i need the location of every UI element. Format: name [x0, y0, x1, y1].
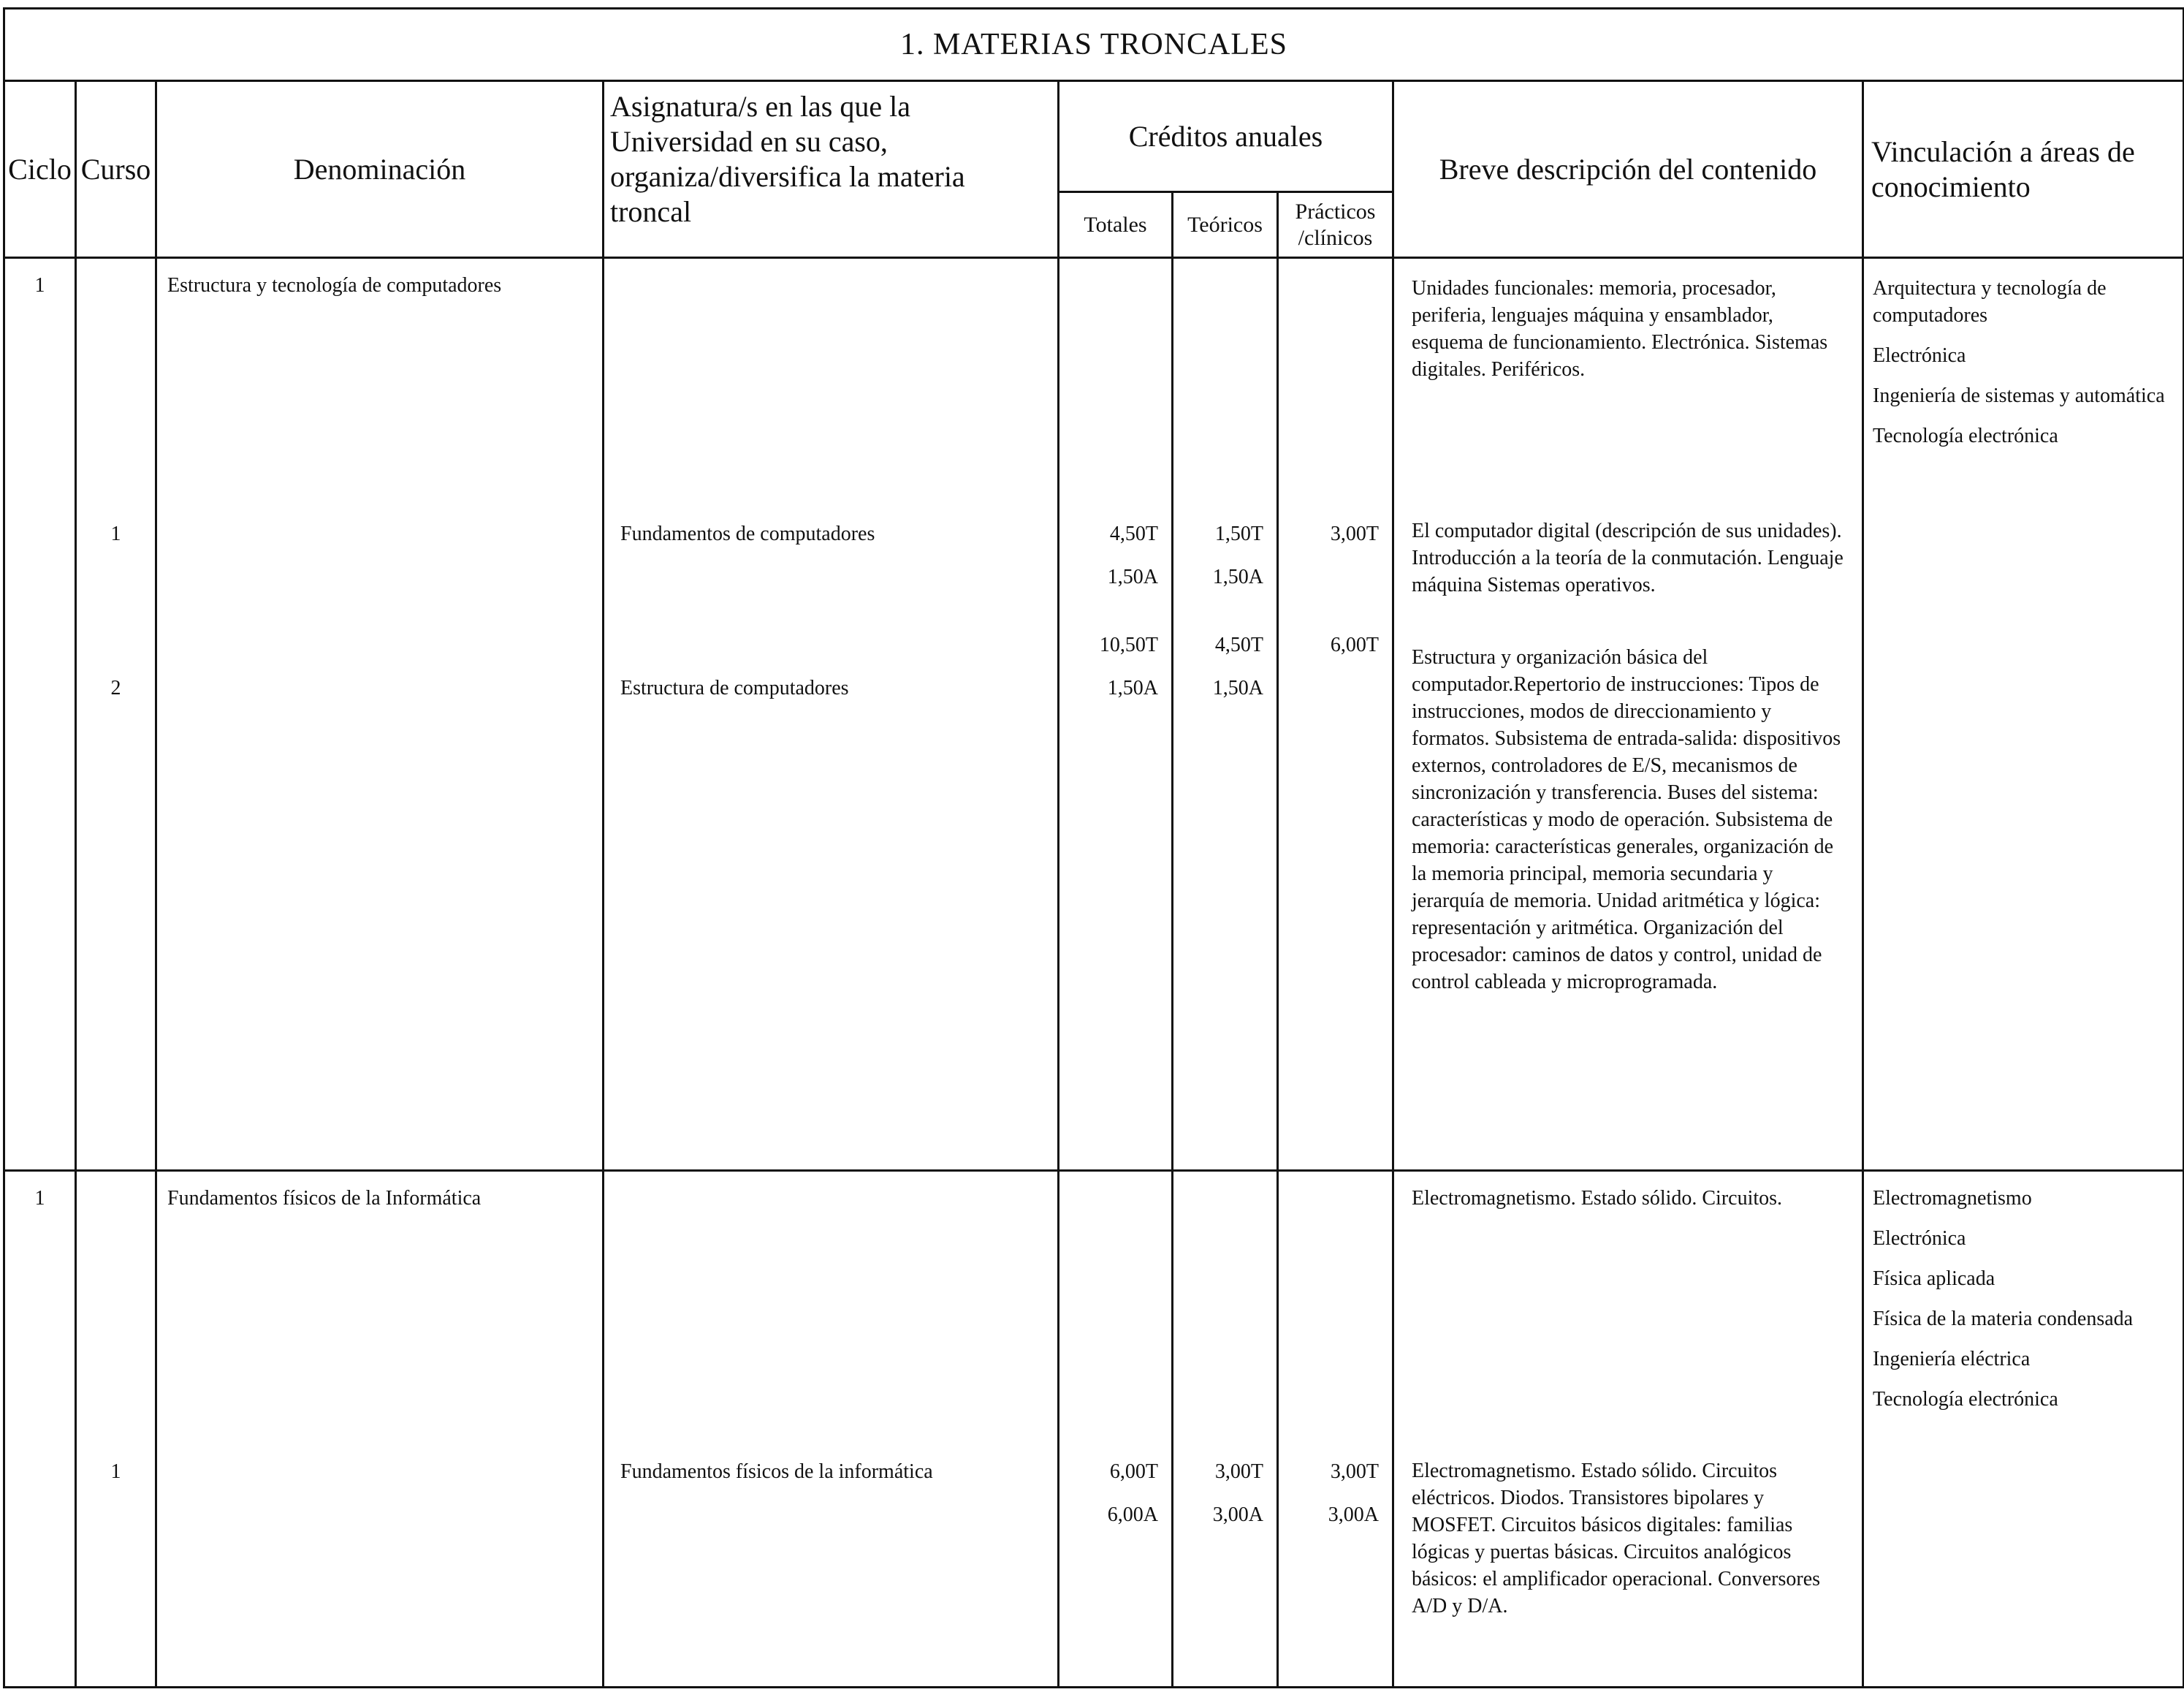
asignatura-name: Estructura de computadores	[620, 677, 849, 699]
areas-cell	[1863, 258, 2184, 1171]
credit-value: 4,50T	[1109, 523, 1158, 545]
area-item: Física aplicada	[1873, 1267, 1995, 1290]
areas-cell	[1863, 1171, 2184, 1688]
curso-cell	[76, 258, 156, 1171]
denominacion-value: Fundamentos físicos de la Informática	[167, 1187, 482, 1210]
credit-value: 3,00T	[1330, 523, 1379, 545]
credit-value: 1,50T	[1214, 523, 1263, 545]
credit-value: 3,00A	[1328, 1503, 1379, 1526]
credit-value: 6,00T	[1330, 634, 1379, 656]
area-item: Ingeniería eléctrica	[1873, 1348, 2031, 1370]
credit-value: 10,50T	[1099, 634, 1158, 656]
header-asignaturas: Asignatura/s en las que la Universidad en su caso, organiza/diversifica la materia troncal	[604, 81, 1059, 258]
header-curso: Curso	[76, 81, 156, 258]
credit-value: 6,00A	[1107, 1503, 1158, 1526]
descripcion-cell	[1393, 1171, 1863, 1688]
header-creditos: Créditos anuales	[1059, 81, 1393, 192]
teoricos-cell	[1173, 1171, 1278, 1688]
credit-value: 4,50T	[1214, 634, 1263, 656]
asignatura-cell	[604, 258, 1059, 1171]
totales-cell	[1059, 1171, 1173, 1688]
header-teoricos: Teóricos	[1173, 192, 1278, 258]
ciclo-value: 1	[34, 1187, 45, 1210]
title-row	[4, 9, 2184, 81]
asignatura-name: Fundamentos de computadores	[620, 523, 875, 545]
materias-table	[3, 7, 2184, 1688]
ciclo-value: 1	[34, 274, 45, 297]
header-denominacion: Denominación	[156, 81, 604, 258]
area-item: Ingeniería de sistemas y automática	[1873, 384, 2165, 407]
area-item: Arquitectura y tecnología de computadores	[1873, 277, 2107, 327]
area-item: Tecnología electrónica	[1873, 1388, 2058, 1411]
descripcion-cell	[1393, 258, 1863, 1171]
credit-value: 3,00T	[1330, 1460, 1379, 1483]
asignatura-name: Fundamentos físicos de la informática	[620, 1460, 933, 1483]
ciclo-cell	[4, 1171, 76, 1688]
teoricos-cell	[1173, 258, 1278, 1171]
descripcion-text: El computador digital (descripción de sus unidades). Introducción a la teoría de la conmutación. Lenguaje máquina Sistemas operativos.	[1412, 520, 1844, 596]
credit-value: 1,50A	[1107, 566, 1158, 588]
area-item: Electrónica	[1873, 344, 1966, 367]
credit-value: 3,00T	[1214, 1460, 1263, 1483]
materia-row	[4, 1171, 2184, 1688]
header-ciclo: Ciclo	[4, 81, 76, 258]
curso-value: 2	[110, 677, 121, 699]
credit-value: 1,50A	[1107, 677, 1158, 699]
credit-value: 6,00T	[1109, 1460, 1158, 1483]
header-totales: Totales	[1059, 192, 1173, 258]
header-vinculacion: Vinculación a áreas de conocimiento	[1863, 81, 2184, 258]
descripcion-text: Electromagnetismo. Estado sólido. Circuitos eléctricos. Diodos. Transistores bipolares y MOSFET. Circuitos básicos digitales: familias lógicas y puertas básicas. Circuitos analógicos básicos: el amplificador operacional. Conversores A/D y D/A.	[1412, 1460, 1821, 1617]
area-item: Electrónica	[1873, 1227, 1966, 1250]
area-item: Electromagnetismo	[1873, 1187, 2032, 1210]
curso-value: 1	[110, 1460, 121, 1483]
header-row	[4, 81, 2184, 192]
descripcion-text: Electromagnetismo. Estado sólido. Circuitos.	[1412, 1187, 1783, 1210]
credit-value: 1,50A	[1212, 566, 1263, 588]
denominacion-cell	[156, 258, 604, 1171]
ciclo-cell	[4, 258, 76, 1171]
curso-value: 1	[110, 523, 121, 545]
materia-row	[4, 258, 2184, 1171]
credit-value: 3,00A	[1212, 1503, 1263, 1526]
area-item: Física de la materia condensada	[1873, 1308, 2134, 1330]
practicos-cell	[1278, 1171, 1393, 1688]
table-title: 1. MATERIAS TRONCALES	[4, 9, 2184, 81]
asignatura-cell	[604, 1171, 1059, 1688]
practicos-cell	[1278, 258, 1393, 1171]
curso-cell	[76, 1171, 156, 1688]
descripcion-text: Unidades funcionales: memoria, procesador, periferia, lenguajes máquina y ensamblador, esquema de funcionamiento. Electrónica. Sistemas digitales. Periféricos.	[1412, 277, 1828, 381]
header-descripcion: Breve descripción del contenido	[1393, 81, 1863, 258]
descripcion-text: Estructura y organización básica del computador.Repertorio de instrucciones: Tipos de instrucciones, modos de direccionamiento y formatos. Subsistema de entrada-salida: dispositivos externos, controladores de E/S, mecanismos de sincronización y transferencia. Buses del sistema: características y modo de operación. Subsistema de memoria: características generales, organización de la memoria principal, memoria secundaria y jerarquía de memoria. Unidad aritmética y lógica: representación y aritmética. Organización del procesador: caminos de datos y control, unidad de control cableada y microprogramada.	[1412, 646, 1841, 993]
denominacion-cell	[156, 1171, 604, 1688]
totales-cell	[1059, 258, 1173, 1171]
credit-value: 1,50A	[1212, 677, 1263, 699]
area-item: Tecnología electrónica	[1873, 425, 2058, 447]
denominacion-value: Estructura y tecnología de computadores	[167, 274, 502, 297]
header-practicos: Prácticos /clínicos	[1278, 192, 1393, 258]
